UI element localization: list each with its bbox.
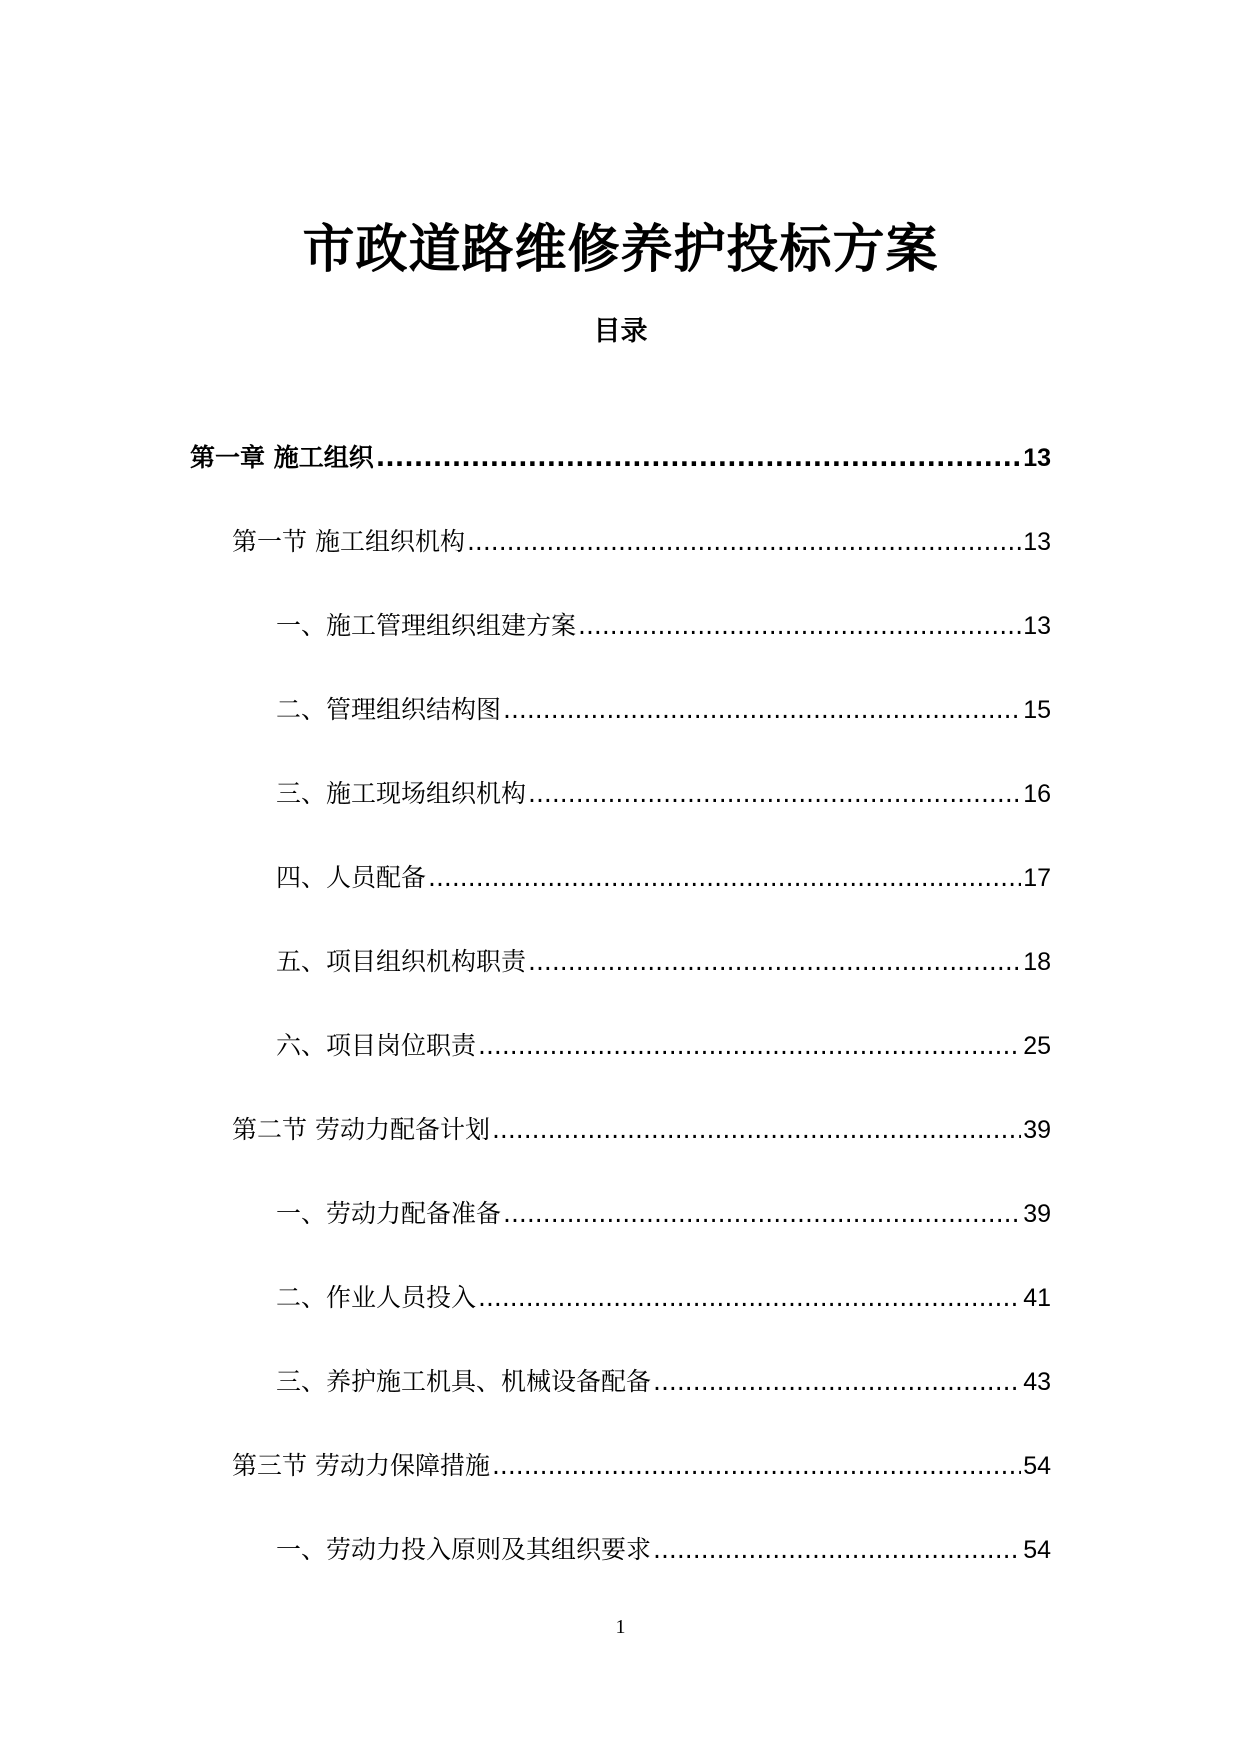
toc-dot-leader (376, 440, 1021, 476)
toc-entry-title: 第二节 劳动力配备计划 (232, 1115, 490, 1144)
toc-entry-page: 41 (1023, 1284, 1051, 1312)
toc-entry-page: 18 (1023, 948, 1051, 976)
table-of-contents (0, 392, 1241, 1568)
toc-dot-leader (578, 608, 1021, 644)
toc-heading: 目录 (593, 316, 648, 347)
toc-entry[interactable] (0, 980, 1241, 1064)
toc-entry[interactable] (0, 728, 1241, 812)
toc-entry[interactable] (0, 1316, 1241, 1400)
toc-entry-title: 四、人员配备 (276, 863, 427, 892)
toc-entry[interactable] (0, 1232, 1241, 1316)
toc-entry-page: 25 (1023, 1032, 1051, 1060)
toc-entry-title: 五、项目组织机构职责 (276, 947, 527, 976)
toc-entry-page: 54 (1023, 1536, 1051, 1564)
toc-dot-leader (478, 1280, 1021, 1316)
toc-entry-page: 39 (1023, 1200, 1051, 1228)
toc-dot-leader (467, 524, 1021, 560)
toc-dot-leader (492, 1448, 1021, 1484)
toc-dot-leader (528, 776, 1021, 812)
toc-entry[interactable] (0, 1148, 1241, 1232)
toc-entry-page: 17 (1023, 864, 1051, 892)
toc-entry[interactable] (0, 644, 1241, 728)
page-number: 1 (615, 1616, 626, 1638)
toc-entry[interactable] (0, 1484, 1241, 1568)
toc-entry-title: 一、施工管理组织组建方案 (276, 611, 577, 640)
toc-entry-page: 43 (1023, 1368, 1051, 1396)
toc-entry-title: 二、管理组织结构图 (276, 695, 502, 724)
toc-dot-leader (653, 1364, 1021, 1400)
toc-entry-page: 39 (1023, 1116, 1051, 1144)
document-title: 市政道路维修养护投标方案 (302, 219, 939, 280)
toc-entry-title: 一、劳动力投入原则及其组织要求 (276, 1535, 652, 1564)
toc-dot-leader (478, 1028, 1021, 1064)
toc-entry-title: 一、劳动力配备准备 (276, 1199, 502, 1228)
toc-entry[interactable] (0, 392, 1241, 476)
toc-entry[interactable] (0, 1400, 1241, 1484)
toc-entry[interactable] (0, 812, 1241, 896)
toc-entry-page: 16 (1023, 780, 1051, 808)
toc-entry[interactable] (0, 560, 1241, 644)
toc-entry-page: 15 (1023, 696, 1051, 724)
toc-entry-page: 13 (1023, 528, 1051, 556)
toc-entry-page: 54 (1023, 1452, 1051, 1480)
toc-entry-title: 第一节 施工组织机构 (232, 527, 465, 556)
toc-entry-title: 六、项目岗位职责 (276, 1031, 477, 1060)
toc-dot-leader (653, 1532, 1021, 1568)
toc-entry-title: 二、作业人员投入 (276, 1283, 477, 1312)
toc-dot-leader (503, 1196, 1021, 1232)
toc-entry-page: 13 (1023, 612, 1051, 640)
toc-entry-title: 三、施工现场组织机构 (276, 779, 527, 808)
toc-dot-leader (492, 1112, 1021, 1148)
toc-entry[interactable] (0, 1064, 1241, 1148)
toc-entry-title: 三、养护施工机具、机械设备配备 (276, 1367, 652, 1396)
toc-entry-title: 第三节 劳动力保障措施 (232, 1451, 490, 1480)
toc-dot-leader (528, 944, 1021, 980)
toc-entry[interactable] (0, 476, 1241, 560)
toc-dot-leader (428, 860, 1021, 896)
toc-entry[interactable] (0, 896, 1241, 980)
toc-dot-leader (503, 692, 1021, 728)
toc-entry-title: 第一章 施工组织 (190, 443, 374, 472)
toc-entry-page: 13 (1023, 444, 1051, 472)
